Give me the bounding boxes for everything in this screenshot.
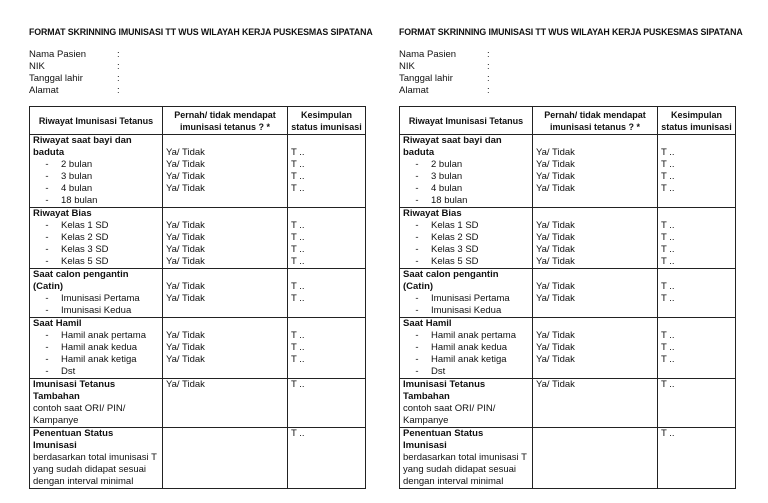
penentuan-row xyxy=(30,428,366,489)
item-label: 18 bulan xyxy=(431,195,468,206)
patient-field xyxy=(29,73,365,85)
penentuan-answer-cell[interactable] xyxy=(163,428,288,489)
status-value[interactable]: T .. xyxy=(661,293,675,304)
status-value[interactable]: T .. xyxy=(661,171,675,182)
section-item xyxy=(403,232,529,244)
status-value[interactable]: T .. xyxy=(661,147,675,158)
item-label: Hamil anak pertama xyxy=(61,330,147,341)
tambahan-status[interactable]: T .. xyxy=(291,379,305,390)
penentuan-line: yang sudah didapat sesuai xyxy=(403,464,517,475)
item-label: Kelas 3 SD xyxy=(61,244,109,255)
answer-option[interactable]: Ya/ Tidak xyxy=(166,232,205,243)
section-item xyxy=(33,305,159,317)
status-spacer xyxy=(291,208,362,220)
section-cell xyxy=(30,135,163,208)
section-item xyxy=(33,171,159,183)
item-label: Imunisasi Pertama xyxy=(61,293,140,304)
item-label: Hamil anak kedua xyxy=(61,342,138,353)
section-item xyxy=(403,354,529,366)
answer-option[interactable]: Ya/ Tidak xyxy=(166,281,205,292)
item-dash: - xyxy=(45,366,49,377)
section-item xyxy=(403,366,529,378)
screening-form-right xyxy=(399,27,743,489)
header-pernah: Pernah/ tidak mendapat imunisasi tetanus ? * xyxy=(533,107,658,135)
penentuan-answer-cell[interactable] xyxy=(533,428,658,489)
item-dash: - xyxy=(415,232,419,243)
patient-field xyxy=(399,61,735,73)
answer-option[interactable]: Ya/ Tidak xyxy=(536,354,575,365)
tambahan-line: Kampanye xyxy=(33,415,79,426)
section-row xyxy=(400,318,736,379)
section-item xyxy=(403,293,529,305)
item-label: Kelas 3 SD xyxy=(431,244,479,255)
penentuan-status[interactable]: T .. xyxy=(291,428,305,439)
penentuan-line: berdasarkan total imunisasi T xyxy=(33,452,157,463)
status-value[interactable]: T .. xyxy=(291,281,305,292)
header-riwayat: Riwayat Imunisasi Tetanus xyxy=(30,107,163,135)
status-value[interactable]: T .. xyxy=(661,256,675,267)
answer-option[interactable]: Ya/ Tidak xyxy=(166,183,205,194)
status-cell xyxy=(288,135,366,208)
status-value[interactable]: T .. xyxy=(291,342,305,353)
status-value[interactable]: T .. xyxy=(291,354,305,365)
section-item xyxy=(403,256,529,268)
item-dash: - xyxy=(415,256,419,267)
header-riwayat: Riwayat Imunisasi Tetanus xyxy=(400,107,533,135)
section-item xyxy=(403,195,529,207)
item-label: Hamil anak kedua xyxy=(431,342,508,353)
field-label: Alamat xyxy=(29,85,59,96)
field-colon: : xyxy=(487,85,490,96)
form-title: FORMAT SKRINNING IMUNISASI TT WUS WILAYAH KERJA PUSKESMAS SIPATANA xyxy=(399,27,743,37)
item-dash: - xyxy=(415,354,419,365)
status-value[interactable] xyxy=(291,366,362,378)
section-title: Riwayat Bias xyxy=(33,208,92,219)
tambahan-line: Kampanye xyxy=(403,415,449,426)
answer-option[interactable]: Ya/ Tidak xyxy=(166,147,205,158)
item-dash: - xyxy=(415,183,419,194)
item-label: Hamil anak ketiga xyxy=(61,354,137,365)
penentuan-title: Penentuan Status Imunisasi xyxy=(403,428,484,451)
penentuan-cell xyxy=(30,428,163,489)
answer-cell xyxy=(163,269,288,318)
section-row xyxy=(400,208,736,269)
section-title: Saat Hamil xyxy=(33,318,82,329)
penentuan-line: dengan interval minimal xyxy=(33,476,134,487)
penentuan-title: Penentuan Status Imunisasi xyxy=(33,428,114,451)
status-cell xyxy=(658,318,736,379)
item-label: 4 bulan xyxy=(431,183,463,194)
item-dash: - xyxy=(45,305,49,316)
item-label: Kelas 1 SD xyxy=(61,220,109,231)
answer-option[interactable] xyxy=(166,366,284,378)
status-value[interactable]: T .. xyxy=(661,232,675,243)
status-value[interactable]: T .. xyxy=(291,293,305,304)
field-label: Nama Pasien xyxy=(399,49,457,60)
answer-option[interactable]: Ya/ Tidak xyxy=(166,244,205,255)
item-dash: - xyxy=(415,244,419,255)
section-title: Saat calon pengantin (Catin) xyxy=(403,269,499,292)
status-value[interactable]: T .. xyxy=(661,244,675,255)
patient-field xyxy=(399,49,735,61)
item-label: Kelas 5 SD xyxy=(61,256,109,267)
section-row xyxy=(400,135,736,208)
item-dash: - xyxy=(45,244,49,255)
answer-option[interactable]: Ya/ Tidak xyxy=(166,159,205,170)
answer-cell xyxy=(163,318,288,379)
tambahan-status[interactable]: T .. xyxy=(661,379,675,390)
item-dash: - xyxy=(45,330,49,341)
status-value[interactable]: T .. xyxy=(661,183,675,194)
item-dash: - xyxy=(45,293,49,304)
section-item xyxy=(403,305,529,317)
status-spacer xyxy=(291,135,362,147)
item-dash: - xyxy=(415,330,419,341)
section-title: Riwayat saat bayi dan baduta xyxy=(33,135,132,158)
answer-spacer xyxy=(536,208,654,220)
answer-spacer xyxy=(166,135,284,147)
penentuan-status-cell xyxy=(658,428,736,489)
section-item xyxy=(33,195,159,207)
answer-spacer xyxy=(536,135,654,147)
patient-fields xyxy=(29,49,365,97)
status-spacer xyxy=(661,135,732,147)
section-item xyxy=(33,256,159,268)
screening-form-left xyxy=(29,27,373,489)
tambahan-line: contoh saat ORI/ PIN/ xyxy=(33,403,126,414)
answer-option[interactable]: Ya/ Tidak xyxy=(536,220,575,231)
answer-cell xyxy=(163,135,288,208)
status-value[interactable]: T .. xyxy=(291,232,305,243)
status-cell xyxy=(288,208,366,269)
status-spacer xyxy=(661,318,732,330)
item-label: Dst xyxy=(61,366,76,377)
tambahan-row xyxy=(400,379,736,428)
answer-spacer xyxy=(166,318,284,330)
status-spacer xyxy=(291,269,362,281)
item-dash: - xyxy=(415,171,419,182)
section-cell xyxy=(400,135,533,208)
penentuan-status-cell xyxy=(288,428,366,489)
penentuan-row xyxy=(400,428,736,489)
item-dash: - xyxy=(45,171,49,182)
immunization-table xyxy=(399,106,736,489)
section-item xyxy=(33,293,159,305)
section-item xyxy=(33,159,159,171)
patient-field xyxy=(399,85,735,97)
field-label: Alamat xyxy=(399,85,429,96)
immunization-table xyxy=(29,106,366,489)
answer-option[interactable]: Ya/ Tidak xyxy=(536,159,575,170)
section-item xyxy=(33,366,159,378)
section-cell xyxy=(30,269,163,318)
answer-cell xyxy=(163,208,288,269)
section-row xyxy=(30,269,366,318)
item-dash: - xyxy=(45,342,49,353)
section-item xyxy=(403,244,529,256)
item-dash: - xyxy=(415,195,419,206)
tambahan-answer-cell xyxy=(163,379,288,428)
section-cell xyxy=(30,318,163,379)
table-header-row xyxy=(30,107,366,135)
item-dash: - xyxy=(415,305,419,316)
field-label: NIK xyxy=(29,61,45,72)
field-colon: : xyxy=(487,49,490,60)
field-label: Tanggal lahir xyxy=(399,73,453,84)
section-item xyxy=(33,330,159,342)
field-label: NIK xyxy=(399,61,415,72)
status-cell xyxy=(658,135,736,208)
field-colon: : xyxy=(117,73,120,84)
section-row xyxy=(30,208,366,269)
item-dash: - xyxy=(415,159,419,170)
field-colon: : xyxy=(487,73,490,84)
status-cell xyxy=(288,269,366,318)
answer-option[interactable]: Ya/ Tidak xyxy=(166,293,205,304)
answer-cell xyxy=(533,135,658,208)
section-item xyxy=(403,330,529,342)
penentuan-line: yang sudah didapat sesuai xyxy=(33,464,147,475)
tambahan-answer[interactable]: Ya/ Tidak xyxy=(166,379,205,390)
field-colon: : xyxy=(117,61,120,72)
answer-spacer xyxy=(536,318,654,330)
penentuan-line: dengan interval minimal xyxy=(403,476,504,487)
item-label: 3 bulan xyxy=(61,171,93,182)
section-title: Riwayat saat bayi dan baduta xyxy=(403,135,502,158)
status-spacer xyxy=(661,208,732,220)
item-dash: - xyxy=(415,342,419,353)
answer-cell xyxy=(533,269,658,318)
item-label: 2 bulan xyxy=(431,159,463,170)
status-value[interactable]: T .. xyxy=(661,342,675,353)
item-dash: - xyxy=(45,183,49,194)
section-item xyxy=(403,159,529,171)
answer-option[interactable]: Ya/ Tidak xyxy=(536,183,575,194)
form-title: FORMAT SKRINNING IMUNISASI TT WUS WILAYAH KERJA PUSKESMAS SIPATANA xyxy=(29,27,373,37)
answer-option[interactable]: Ya/ Tidak xyxy=(166,342,205,353)
status-value[interactable]: T .. xyxy=(661,281,675,292)
item-label: Imunisasi Kedua xyxy=(431,305,502,316)
item-dash: - xyxy=(45,354,49,365)
status-spacer xyxy=(661,269,732,281)
header-kesimpulan: Kesimpulan status imunisasi xyxy=(658,107,736,135)
item-label: 2 bulan xyxy=(61,159,93,170)
section-item xyxy=(403,183,529,195)
section-item xyxy=(33,220,159,232)
item-dash: - xyxy=(45,220,49,231)
tambahan-cell xyxy=(400,379,533,428)
answer-option[interactable]: Ya/ Tidak xyxy=(536,256,575,267)
table-header-row xyxy=(400,107,736,135)
penentuan-line: berdasarkan total imunisasi T xyxy=(403,452,527,463)
item-dash: - xyxy=(415,366,419,377)
section-item xyxy=(33,354,159,366)
tambahan-status-cell xyxy=(658,379,736,428)
tambahan-cell xyxy=(30,379,163,428)
status-value[interactable]: T .. xyxy=(291,330,305,341)
section-item xyxy=(33,342,159,354)
item-dash: - xyxy=(45,232,49,243)
item-dash: - xyxy=(45,159,49,170)
tambahan-answer[interactable]: Ya/ Tidak xyxy=(536,379,575,390)
status-value[interactable]: T .. xyxy=(661,159,675,170)
tambahan-answer-cell xyxy=(533,379,658,428)
status-cell xyxy=(658,208,736,269)
answer-spacer xyxy=(536,269,654,281)
status-value[interactable]: T .. xyxy=(661,354,675,365)
status-cell xyxy=(288,318,366,379)
section-title: Riwayat Bias xyxy=(403,208,462,219)
section-row xyxy=(30,135,366,208)
status-value[interactable]: T .. xyxy=(291,220,305,231)
patient-field xyxy=(399,73,735,85)
answer-option[interactable]: Ya/ Tidak xyxy=(536,244,575,255)
status-value[interactable]: T .. xyxy=(291,256,305,267)
section-item xyxy=(403,220,529,232)
answer-spacer xyxy=(166,208,284,220)
item-dash: - xyxy=(415,293,419,304)
answer-option[interactable]: Ya/ Tidak xyxy=(166,171,205,182)
section-item xyxy=(403,342,529,354)
item-label: Kelas 2 SD xyxy=(431,232,479,243)
status-value[interactable]: T .. xyxy=(291,159,305,170)
header-pernah: Pernah/ tidak mendapat imunisasi tetanus ? * xyxy=(163,107,288,135)
item-dash: - xyxy=(415,220,419,231)
answer-option[interactable]: Ya/ Tidak xyxy=(536,330,575,341)
section-title: Saat Hamil xyxy=(403,318,452,329)
answer-option[interactable]: Ya/ Tidak xyxy=(536,293,575,304)
status-value[interactable]: T .. xyxy=(291,147,305,158)
answer-option[interactable] xyxy=(536,366,654,378)
item-label: Hamil anak pertama xyxy=(431,330,517,341)
answer-option[interactable]: Ya/ Tidak xyxy=(166,256,205,267)
answer-spacer xyxy=(166,269,284,281)
section-cell xyxy=(400,208,533,269)
tambahan-title: Imunisasi Tetanus Tambahan xyxy=(403,379,486,402)
section-cell xyxy=(30,208,163,269)
status-value[interactable]: T .. xyxy=(291,244,305,255)
section-row xyxy=(30,318,366,379)
item-label: 4 bulan xyxy=(61,183,93,194)
penentuan-status[interactable]: T .. xyxy=(661,428,675,439)
item-label: Imunisasi Pertama xyxy=(431,293,510,304)
item-dash: - xyxy=(45,195,49,206)
status-value[interactable]: T .. xyxy=(291,171,305,182)
answer-option[interactable]: Ya/ Tidak xyxy=(166,330,205,341)
answer-option[interactable]: Ya/ Tidak xyxy=(536,281,575,292)
item-label: Hamil anak ketiga xyxy=(431,354,507,365)
section-item xyxy=(33,183,159,195)
answer-option[interactable]: Ya/ Tidak xyxy=(536,171,575,182)
item-label: Kelas 1 SD xyxy=(431,220,479,231)
tambahan-status-cell xyxy=(288,379,366,428)
section-row xyxy=(400,269,736,318)
field-colon: : xyxy=(487,61,490,72)
item-label: Imunisasi Kedua xyxy=(61,305,132,316)
field-label: Nama Pasien xyxy=(29,49,87,60)
penentuan-cell xyxy=(400,428,533,489)
section-item xyxy=(33,244,159,256)
patient-field xyxy=(29,61,365,73)
status-value[interactable]: T .. xyxy=(661,220,675,231)
item-label: Kelas 5 SD xyxy=(431,256,479,267)
item-label: 3 bulan xyxy=(431,171,463,182)
section-item xyxy=(33,232,159,244)
item-dash: - xyxy=(45,256,49,267)
status-value[interactable] xyxy=(661,366,732,378)
status-value[interactable]: T .. xyxy=(291,183,305,194)
status-value[interactable]: T .. xyxy=(661,330,675,341)
item-label: Dst xyxy=(431,366,446,377)
answer-cell xyxy=(533,208,658,269)
answer-option[interactable]: Ya/ Tidak xyxy=(536,147,575,158)
answer-option[interactable]: Ya/ Tidak xyxy=(166,220,205,231)
section-title: Saat calon pengantin (Catin) xyxy=(33,269,129,292)
answer-option[interactable]: Ya/ Tidak xyxy=(536,342,575,353)
item-label: Kelas 2 SD xyxy=(61,232,109,243)
status-cell xyxy=(658,269,736,318)
field-label: Tanggal lahir xyxy=(29,73,83,84)
patient-fields xyxy=(399,49,735,97)
item-label: 18 bulan xyxy=(61,195,98,206)
answer-option[interactable]: Ya/ Tidak xyxy=(536,232,575,243)
section-cell xyxy=(400,269,533,318)
tambahan-title: Imunisasi Tetanus Tambahan xyxy=(33,379,116,402)
tambahan-row xyxy=(30,379,366,428)
answer-cell xyxy=(533,318,658,379)
field-colon: : xyxy=(117,49,120,60)
tambahan-line: contoh saat ORI/ PIN/ xyxy=(403,403,496,414)
answer-option[interactable]: Ya/ Tidak xyxy=(166,354,205,365)
field-colon: : xyxy=(117,85,120,96)
section-item xyxy=(403,171,529,183)
status-spacer xyxy=(291,318,362,330)
patient-field xyxy=(29,49,365,61)
header-kesimpulan: Kesimpulan status imunisasi xyxy=(288,107,366,135)
section-cell xyxy=(400,318,533,379)
patient-field xyxy=(29,85,365,97)
